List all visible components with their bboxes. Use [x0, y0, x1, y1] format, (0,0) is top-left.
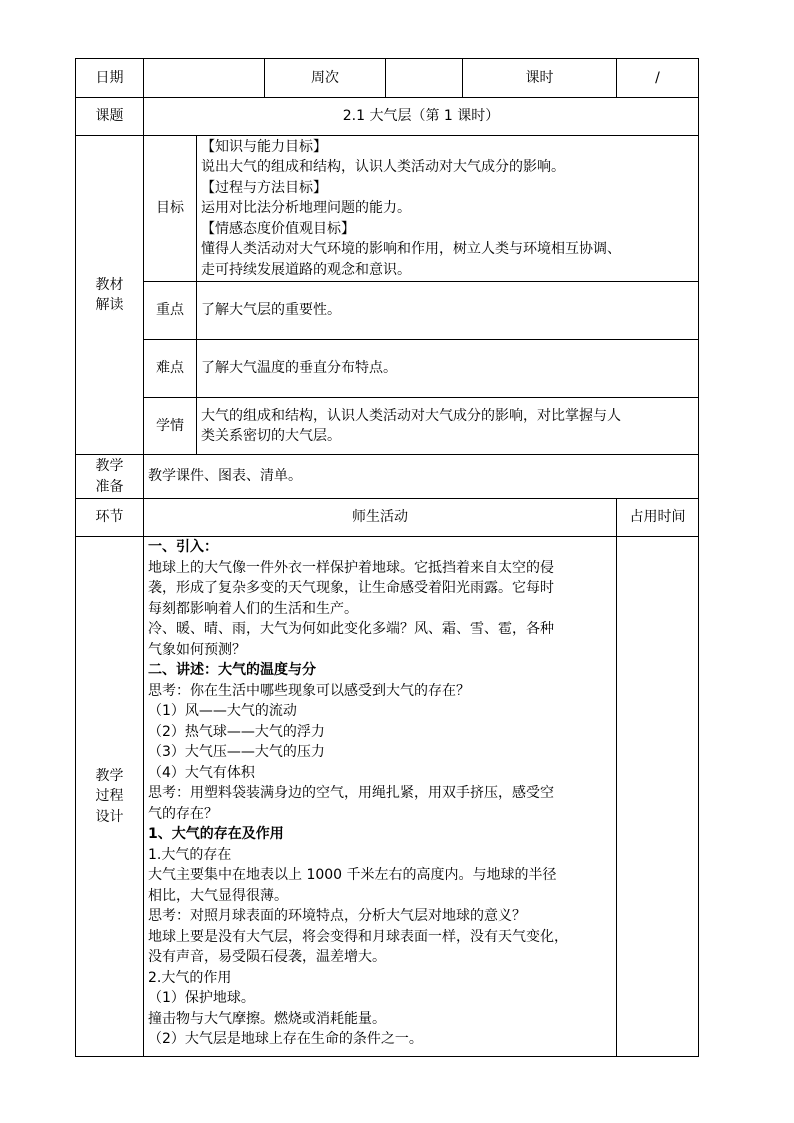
key-point-value: 了解大气层的重要性。 — [197, 282, 699, 340]
process-line: 1、大气的存在及作用 — [148, 826, 284, 842]
process-line: 1.大气的存在 — [148, 846, 232, 863]
textbook-label-line2: 解读 — [95, 297, 124, 313]
process-line: 没有声音，易受陨石侵袭，温差增大。 — [148, 949, 386, 965]
key-point-label: 重点 — [144, 282, 197, 340]
difficulty-row — [76, 340, 699, 398]
process-line: 每刻都影响着人们的生活和生产。 — [148, 600, 358, 617]
date-value — [144, 59, 265, 98]
process-line: （2）大气层是地球上存在生命的条件之一。 — [148, 1031, 423, 1047]
process-line: （3）大气压——大气的压力 — [148, 744, 325, 760]
process-label-line: 过程 — [95, 788, 124, 805]
process-line: （1）保护地球。 — [148, 990, 255, 1006]
process-line: 二、讲述：大气的温度与分 — [148, 662, 316, 678]
goal-line: 走可持续发展道路的观念和意识。 — [201, 261, 411, 278]
process-line: 思考：对照月球表面的环境特点，分析大气层对地球的意义？ — [148, 908, 526, 924]
student-situation-row — [76, 398, 699, 455]
process-label-line: 设计 — [95, 808, 124, 825]
student-situation-label: 学情 — [144, 398, 197, 455]
goal-row — [76, 136, 699, 282]
process-line: 气的存在？ — [148, 805, 218, 822]
prep-label-line1: 教学 — [95, 458, 124, 474]
stage-header: 环节 — [76, 499, 144, 537]
process-line: 撞击物与大气摩擦。燃烧或消耗能量。 — [148, 1010, 386, 1027]
goal-line: 懂得人类活动对大气环境的影响和作用，树立人类与环境相互协调、 — [201, 241, 621, 258]
process-line: 思考：用塑料袋装满身边的空气，用绳扎紧，用双手挤压，感受空 — [148, 785, 554, 801]
process-line: 地球上要是没有大气层，将会变得和月球表面一样，没有天气变化， — [148, 928, 568, 945]
topic-value: 2.1 大气层（第 1 课时） — [144, 98, 699, 136]
process-line: 2.大气的作用 — [148, 969, 232, 986]
process-line: 相比，大气显得很薄。 — [148, 887, 288, 904]
process-row — [76, 537, 699, 1057]
lesson-plan-table — [75, 58, 699, 1057]
difficulty-label: 难点 — [144, 340, 197, 398]
goal-content — [197, 136, 699, 282]
topic-row — [76, 98, 699, 136]
week-value — [386, 59, 463, 98]
process-line: 思考：你在生活中哪些现象可以感受到大气的存在？ — [148, 682, 470, 699]
goal-line: 说出大气的组成和结构，认识人类活动对大气成分的影响。 — [201, 159, 565, 176]
goal-line: 【过程与方法目标】 — [201, 179, 327, 196]
time-value — [617, 537, 699, 1057]
goal-line: 【情感态度价值观目标】 — [201, 220, 355, 237]
prep-value: 教学课件、图表、清单。 — [144, 455, 699, 499]
difficulty-value: 了解大气温度的垂直分布特点。 — [197, 340, 699, 398]
process-line: 一、引入： — [148, 539, 218, 555]
student-situation-line: 类关系密切的大气层。 — [201, 428, 341, 444]
process-label-line: 教学 — [95, 767, 124, 784]
process-line: 冷、暖、晴、雨，大气为何如此变化多端？风、霜、雪、雹，各种 — [148, 621, 554, 637]
prep-label-line2: 准备 — [95, 478, 124, 495]
prep-label — [76, 455, 144, 499]
student-situation-content — [197, 398, 699, 455]
process-content — [144, 537, 617, 1057]
key-point-row — [76, 282, 699, 340]
date-row — [76, 59, 699, 98]
process-line: 气象如何预测？ — [148, 641, 246, 658]
activity-header: 师生活动 — [144, 499, 617, 537]
process-line: 袭，形成了复杂多变的天气现象，让生命感受着阳光雨露。它每时 — [148, 580, 554, 596]
textbook-label-line1: 教材 — [95, 276, 124, 293]
process-line: 大气主要集中在地表以上 1000 千米左右的高度内。与地球的半径 — [148, 867, 557, 883]
goal-label: 目标 — [144, 136, 197, 282]
date-label: 日期 — [76, 59, 144, 98]
process-line: 地球上的大气像一件外衣一样保护着地球。它抵挡着来自太空的侵 — [148, 559, 554, 576]
prep-row — [76, 455, 699, 499]
period-value: / — [617, 59, 699, 98]
process-line: （1）风——大气的流动 — [148, 703, 297, 719]
goal-line: 【知识与能力目标】 — [201, 138, 327, 155]
textbook-label — [76, 136, 144, 455]
process-line: （4）大气有体积 — [148, 764, 255, 781]
week-label: 周次 — [265, 59, 386, 98]
topic-label: 课题 — [76, 98, 144, 136]
process-line: （2）热气球——大气的浮力 — [148, 723, 325, 740]
process-header-row — [76, 499, 699, 537]
time-header: 占用时间 — [617, 499, 699, 537]
goal-line: 运用对比法分析地理问题的能力。 — [201, 200, 411, 217]
process-label — [76, 537, 144, 1057]
student-situation-line: 大气的组成和结构，认识人类活动对大气成分的影响，对比掌握与人 — [201, 407, 621, 424]
period-label: 课时 — [463, 59, 617, 98]
